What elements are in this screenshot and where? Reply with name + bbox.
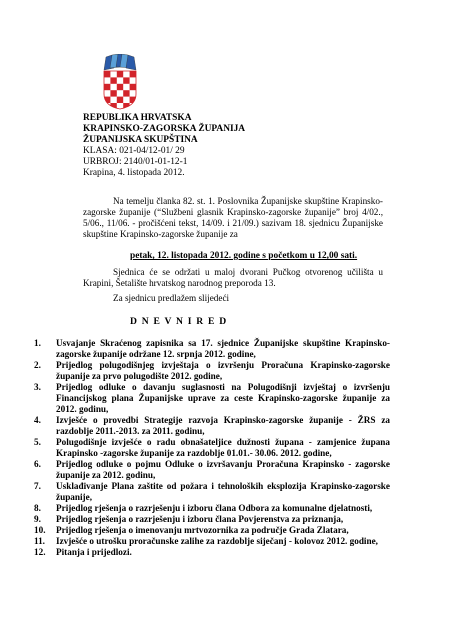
shield-check xyxy=(123,77,129,83)
header-assembly: ŽUPANIJSKA SKUPŠTINA xyxy=(83,135,198,145)
agenda-item xyxy=(34,459,390,481)
agenda-item-text: Pitanja i prijedlozi. xyxy=(56,547,132,557)
shield-check xyxy=(130,109,136,110)
agenda-item-number: 4. xyxy=(34,415,41,425)
header-place-date: Krapina, 4. listopada 2012. xyxy=(83,168,185,178)
agenda-item-text: Prijedlog rješenja o razrješenju i izboru člana Odbora za komunalne djelatnosti, xyxy=(56,503,373,513)
agenda-item-text: Izvješće o provedbi Strategije razvoja Krapinsko-zagorske županije - ŽRS za razdoblje 2011.-2013. za 2011. godinu, xyxy=(56,415,390,436)
agenda-item xyxy=(34,525,390,536)
shield-check xyxy=(117,109,123,110)
shield-check xyxy=(130,84,136,90)
agenda-item xyxy=(34,437,390,459)
shield-check xyxy=(110,77,116,83)
agenda-item xyxy=(34,547,390,558)
agenda-item xyxy=(34,360,390,382)
agenda-item-number: 5. xyxy=(34,437,41,447)
shield-check xyxy=(104,71,110,77)
agenda-title: D N E V N I R E D xyxy=(130,316,228,327)
header-klasa: KLASA: 021-04/12-01/ 29 xyxy=(83,146,185,156)
session-datetime: petak, 12. listopada 2012. godine s početkom u 12,00 sati. xyxy=(130,251,358,261)
agenda-item xyxy=(34,481,390,503)
intro-paragraph: Na temelju članka 82. st. 1. Poslovnika Županijske skupštine Krapinsko-zagorske županije (“Službeni glasnik Krapinsko-zagorske županije” broj 4/02., 5/06., 11/06. - pročišćeni tekst, 14/09. i 21/09.) sazivam 18. sjednicu Županijske skupštine Krapinsko-zagorske županije za xyxy=(83,196,383,239)
agenda-item-text: Usvajanje Skraćenog zapisnika sa 17. sjednice Županijske skupštine Krapinsko-zagorske županije održane 12. srpnja 2012. godine, xyxy=(56,338,390,359)
agenda-item-number: 1. xyxy=(34,338,41,348)
agenda-item-text: Prijedlog rješenja o razrješenju i izboru člana Povjerenstva za priznanja, xyxy=(56,514,344,524)
agenda-item-text: Prijedlog odluke o davanju suglasnosti na Polugodišnji izvještaj o izvršenju Financijskog plana Županijske uprave za ceste Krapinsko-zagorske županije za 2012. godinu, xyxy=(56,382,390,414)
agenda-item xyxy=(34,514,390,525)
shield-check xyxy=(104,84,110,90)
agenda-item-number: 7. xyxy=(34,481,41,491)
agenda-item-number: 10. xyxy=(34,525,46,535)
header-urbroj: URBROJ: 2140/01-01-12-1 xyxy=(83,157,188,167)
agenda-item-number: 3. xyxy=(34,382,41,392)
shield-check xyxy=(117,97,123,103)
document-header xyxy=(83,113,343,179)
shield-check xyxy=(117,71,123,77)
agenda-item xyxy=(34,338,390,360)
agenda-item-text: Usklađivanje Plana zaštite od požara i tehnoloških eksplozija Krapinsko-zagorske županije, xyxy=(56,481,390,502)
coat-of-arms-icon xyxy=(101,54,139,110)
agenda-list xyxy=(34,338,390,558)
agenda-item-text: Prijedlog polugodišnjeg izvještaja o izvršenju Proračuna Krapinsko-zagorske županije za prvo polugodište 2012. godine, xyxy=(56,360,390,381)
agenda-item-text: Prijedlog rješenja o imenovanju mrtvozornika za područje Grada Zlatara, xyxy=(56,525,349,535)
agenda-item-number: 11. xyxy=(34,536,45,546)
agenda-item-number: 6. xyxy=(34,459,41,469)
agenda-item-number: 2. xyxy=(34,360,41,370)
shield-check xyxy=(117,84,123,90)
agenda-item-number: 8. xyxy=(34,503,41,513)
shield-check xyxy=(130,71,136,77)
agenda-item-text: Izvješće o utrošku proračunske zalihe za razdoblje siječanj - kolovoz 2012. godine, xyxy=(56,536,378,546)
shield-check xyxy=(104,109,110,110)
agenda-intro: Za sjednicu predlažem slijedeći xyxy=(113,293,230,303)
shield-check xyxy=(110,90,116,96)
agenda-item-text: Prijedlog odluke o pojmu Odluke o izvršavanju Proračuna Krapinsko - zagorske županije za 2012. godinu, xyxy=(56,459,390,480)
header-republic: REPUBLIKA HRVATSKA xyxy=(83,113,192,123)
location-paragraph: Sjednica će se održati u maloj dvorani Pučkog otvorenog učilišta u Krapini, Šetalište hrvatskog narodnog preporoda 13. xyxy=(83,267,383,288)
header-county: KRAPINSKO-ZAGORSKA ŽUPANIJA xyxy=(83,124,246,134)
agenda-item xyxy=(34,536,390,547)
agenda-item xyxy=(34,415,390,437)
agenda-item-number: 12. xyxy=(34,547,46,557)
shield-check xyxy=(123,90,129,96)
agenda-item xyxy=(34,382,390,415)
agenda-item-number: 9. xyxy=(34,514,41,524)
agenda-item-text: Polugodišnje izvješće o radu obnašateljice dužnosti župana - zamjenice župana Krapinsko -zagorske županije za razdoblje 01.01.- 30.06. 2012. godine, xyxy=(56,437,390,458)
agenda-item xyxy=(34,503,390,514)
